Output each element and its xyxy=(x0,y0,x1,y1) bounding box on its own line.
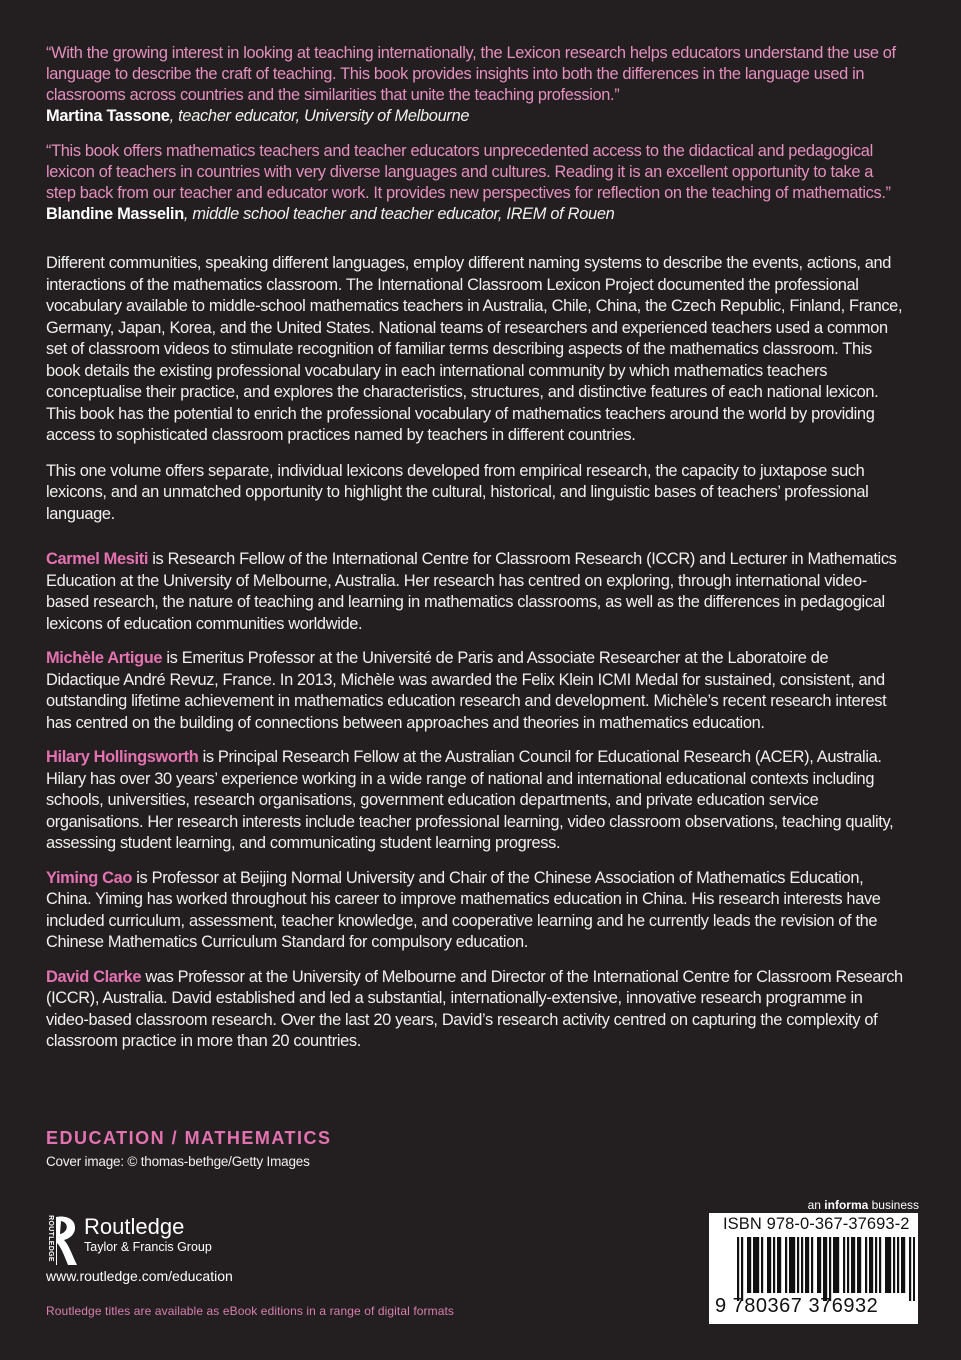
barcode-bar xyxy=(801,1237,803,1293)
barcode-bar xyxy=(819,1237,821,1293)
barcode-bar xyxy=(859,1237,861,1293)
barcode-bar xyxy=(833,1237,835,1293)
testimonial-name: Blandine Masselin xyxy=(46,205,184,223)
barcode-bar xyxy=(779,1237,781,1293)
barcode-bar xyxy=(777,1237,779,1293)
barcode-bar xyxy=(843,1237,845,1293)
barcode-bar xyxy=(789,1237,791,1293)
author-bio-text: is Emeritus Professor at the Université de Paris and Associate Researcher at the Laboratoire de Didactique André Revuz, France. In 2013, Michèle was awarded the Felix Klein ICMI Medal for sustained, consistent, and outstanding lifetime achievement in mathematics education research and development. Michèle’s recent research interest has centred on the building of connections between approaches and theories in mathematics education. xyxy=(46,649,887,732)
barcode-bar xyxy=(797,1237,799,1293)
barcode-bar xyxy=(835,1237,837,1293)
barcode-bar xyxy=(753,1237,755,1293)
barcode-bar xyxy=(793,1237,795,1293)
author-bio xyxy=(46,967,906,1053)
informa-suffix: business xyxy=(868,1198,919,1212)
author-name: David Clarke xyxy=(46,967,142,986)
barcode-bar xyxy=(747,1237,749,1293)
description-paragraph: This one volume offers separate, individual lexicons developed from empirical research, the capacity to juxtapose such lexicons, and an unmatched opportunity to highlight the cultural, historical, and linguistic bases of teachers’ professional language. xyxy=(46,461,869,523)
testimonial-attribution xyxy=(46,106,906,127)
back-cover-content xyxy=(46,43,906,1066)
barcode-bar xyxy=(807,1237,809,1293)
publisher-name: Routledge xyxy=(84,1214,185,1239)
barcode-bar xyxy=(761,1237,763,1293)
testimonial-quote: “With the growing interest in looking at teaching internationally, the Lexicon research helps educators understand the use of language to describe the craft of teaching. This book provides insights into both the differences in the language used in classrooms across countries and the similarities that unite the teaching profession.” xyxy=(46,44,896,104)
barcode-bar xyxy=(865,1237,867,1293)
informa-brand: informa xyxy=(824,1198,869,1212)
author-bio xyxy=(46,868,906,954)
spacer xyxy=(46,447,906,461)
author-bio-text: was Professor at the University of Melbourne and Director of the International Centre for Classroom Research (ICCR), Australia. David established and led a substantial, internationally-extensive, innovative research programme in video-based classroom research. Over the last 20 years, David’s research activity centred on capturing the complexity of classroom practice in more than 20 countries. xyxy=(46,967,903,1050)
author-bio xyxy=(46,549,906,635)
barcode-bar xyxy=(749,1237,751,1293)
barcode-bar xyxy=(817,1237,819,1293)
barcode-bar xyxy=(903,1237,905,1293)
informa-tagline xyxy=(808,1198,919,1212)
barcode-bar xyxy=(767,1237,769,1293)
barcode-bar xyxy=(847,1237,849,1293)
barcode-bar xyxy=(805,1237,807,1293)
barcode-bar xyxy=(811,1237,813,1293)
description-paragraph: Different communities, speaking different languages, employ different naming systems to describe the events, actions, and interactions of the mathematics classroom. The International Classroom Lexicon Project documented the professional vocabulary available to middle-school mathematics teachers in Australia, Chile, China, the Czech Republic, Finland, France, Germany, Japan, Korea, and the United States. National teams of researchers and experienced teachers used a common set of classroom videos to stimulate recognition of familiar terms describing aspects of the mathematics classroom. This book details the existing professional vocabulary in each international community by which mathematics teachers conceptualise their practice, and explores the characteristics, structures, and distinctive features of each national lexicon. This book has the potential to enrich the professional vocabulary of mathematics teachers around the world by providing access to sophisticated classroom practices named by teachers in different countries. xyxy=(46,254,903,444)
barcode-bar xyxy=(755,1237,757,1293)
barcode-digits: 9 780367 376932 xyxy=(715,1295,879,1317)
routledge-logo xyxy=(44,1215,212,1265)
barcode-bar xyxy=(913,1237,915,1301)
subject-category: EDUCATION / MATHEMATICS xyxy=(46,1128,332,1148)
spacer xyxy=(46,525,906,549)
barcode-bar xyxy=(909,1237,911,1301)
barcode-bar xyxy=(889,1237,891,1293)
barcode-bar xyxy=(875,1237,877,1293)
barcode-bar xyxy=(757,1237,759,1293)
testimonial-attribution xyxy=(46,204,906,225)
author-name: Yiming Cao xyxy=(46,868,133,887)
barcode-bar xyxy=(901,1237,903,1293)
barcode-bar xyxy=(885,1237,887,1293)
testimonial-quote: “This book offers mathematics teachers and teacher educators unprecedented access to the didactical and pedagogical lexicon of teachers in countries with very diverse languages and cultures. Reading it is an excellent opportunity to take a step back from our teacher and educator work. It provides new perspectives for reflection on the teaching of mathematics.” xyxy=(46,142,891,202)
author-name: Michèle Artigue xyxy=(46,649,163,667)
barcode-bars xyxy=(737,1237,915,1301)
testimonial-role: , teacher educator, University of Melbourne xyxy=(169,107,470,125)
author-bio-text: is Research Fellow of the International Centre for Classroom Research (ICCR) and Lecturer in Mathematics Education at the University of Melbourne, Australia. Her research has centred on exploring, through international video-based research, the nature of teaching and learning in mathematics classrooms, as well as the differences in pedagogical lexicons of education communities worldwide. xyxy=(46,550,897,633)
cover-image-credit: Cover image: © thomas-bethge/Getty Images xyxy=(46,1154,310,1169)
barcode-bar xyxy=(785,1237,787,1293)
barcode-bar xyxy=(829,1237,831,1301)
barcode-bar xyxy=(857,1237,859,1293)
barcode-bar xyxy=(737,1237,739,1301)
isbn-barcode xyxy=(709,1213,918,1324)
barcode-bar xyxy=(823,1237,825,1301)
author-bio xyxy=(46,648,906,734)
barcode-bar xyxy=(893,1237,895,1293)
barcode-bar xyxy=(879,1237,881,1293)
author-bio-text: is Professor at Beijing Normal University and Chair of the Chinese Association of Mathematics Education, China. Yiming has worked throughout his career to improve mathematics education in China. His research interests have included curriculum, assessment, teacher knowledge, and cooperative learning and he currently leads the revision of the Chinese Mathematics Curriculum Standard for compulsory education. xyxy=(46,868,881,951)
publisher-group: Taylor & Francis Group xyxy=(84,1240,212,1254)
barcode-bar xyxy=(769,1237,771,1293)
barcode-bar xyxy=(825,1237,827,1301)
testimonial-role: , middle school teacher and teacher educator, IREM of Rouen xyxy=(183,205,615,223)
author-name: Carmel Mesiti xyxy=(46,550,149,568)
barcode-bar xyxy=(897,1237,899,1293)
author-bio-text: is Principal Research Fellow at the Australian Council for Educational Research (ACER), Australia. Hilary has over 30 years’ experience working in a wide range of national and international educational contexts including schools, universities, research organisations, government education departments, and private education service organisations. Her research interests include teacher professional learning, video classroom observations, teaching quality, assessing student learning, and communicating student learning progress. xyxy=(46,748,894,852)
ebook-note: Routledge titles are available as eBook editions in a range of digital formats xyxy=(46,1304,455,1318)
barcode-bar xyxy=(887,1237,889,1293)
spacer xyxy=(46,239,906,253)
barcode-bar xyxy=(773,1237,775,1293)
barcode-bar xyxy=(791,1237,793,1293)
barcode-bar xyxy=(837,1237,839,1293)
barcode-bar xyxy=(741,1237,743,1301)
publisher-url[interactable]: www.routledge.com/education xyxy=(46,1268,233,1284)
barcode-bar xyxy=(851,1237,853,1293)
routledge-r-icon xyxy=(44,1215,78,1265)
routledge-vertical-text: ROUTLEDGE xyxy=(46,1215,54,1262)
isbn-label: ISBN 978-0-367-37693-2 xyxy=(723,1215,910,1233)
author-bio xyxy=(46,747,906,855)
barcode-bar xyxy=(869,1237,871,1293)
barcode-bar xyxy=(871,1237,873,1293)
barcode-bar xyxy=(853,1237,855,1293)
testimonial-name: Martina Tassone xyxy=(46,107,170,125)
author-name: Hilary Hollingsworth xyxy=(46,748,199,766)
informa-prefix: an xyxy=(807,1198,825,1212)
